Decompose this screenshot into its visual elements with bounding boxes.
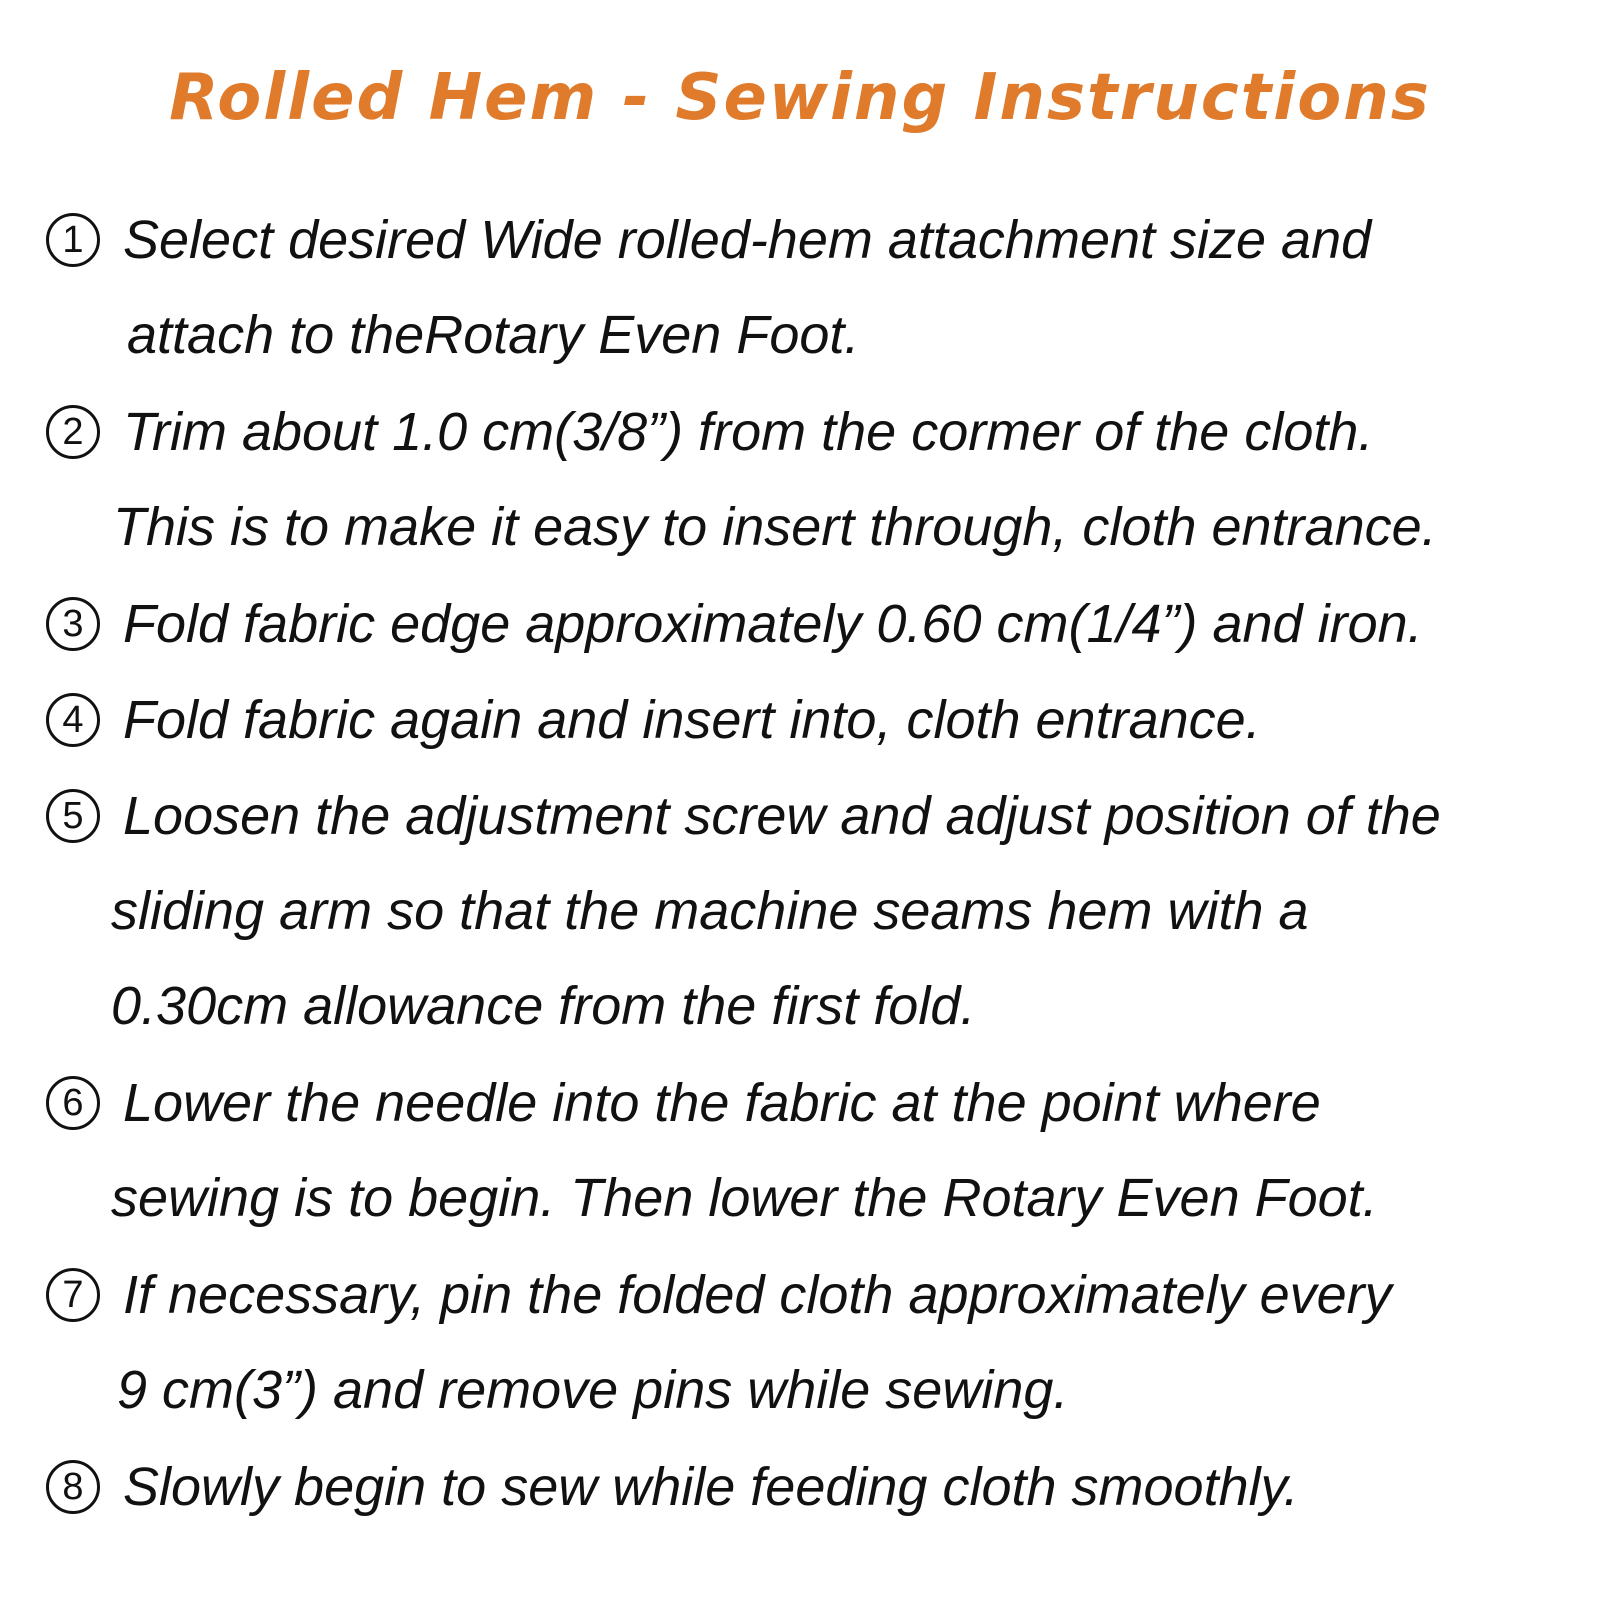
step-line: Trim about 1.0 cm(3/8”) from the cormer of the cloth. (123, 402, 1374, 462)
step-line: sewing is to begin. Then lower the Rotary Even Foot. (111, 1168, 1378, 1228)
step-number-badge: 8 (46, 1460, 100, 1514)
step-line: Slowly begin to sew while feeding cloth smoothly. (123, 1457, 1299, 1517)
step-line: Lower the needle into the fabric at the point where (123, 1073, 1321, 1133)
step-number-badge: 5 (46, 789, 100, 843)
step-number-badge: 7 (46, 1268, 100, 1322)
step-line: 9 cm(3”) and remove pins while sewing. (117, 1360, 1069, 1420)
step-line: Fold fabric again and insert into, cloth entrance. (123, 690, 1261, 750)
step-line: This is to make it easy to insert through, cloth entrance. (113, 497, 1437, 557)
step-line: Select desired Wide rolled-hem attachment size and (123, 210, 1372, 270)
step-number-badge: 2 (46, 405, 100, 459)
page-title: Rolled Hem - Sewing Instructions (169, 61, 1431, 135)
step-line: Fold fabric edge approximately 0.60 cm(1/4”) and iron. (123, 594, 1423, 654)
step-number-badge: 4 (46, 693, 100, 747)
step-number-badge: 6 (46, 1076, 100, 1130)
step-line: If necessary, pin the folded cloth approximately every (123, 1265, 1392, 1325)
step-line: attach to theRotary Even Foot. (127, 305, 860, 365)
step-number-badge: 3 (46, 597, 100, 651)
step-number-badge: 1 (46, 213, 100, 267)
step-line: Loosen the adjustment screw and adjust position of the (123, 786, 1441, 846)
step-line: sliding arm so that the machine seams hem with a (111, 881, 1309, 941)
step-line: 0.30cm allowance from the first fold. (111, 976, 976, 1036)
